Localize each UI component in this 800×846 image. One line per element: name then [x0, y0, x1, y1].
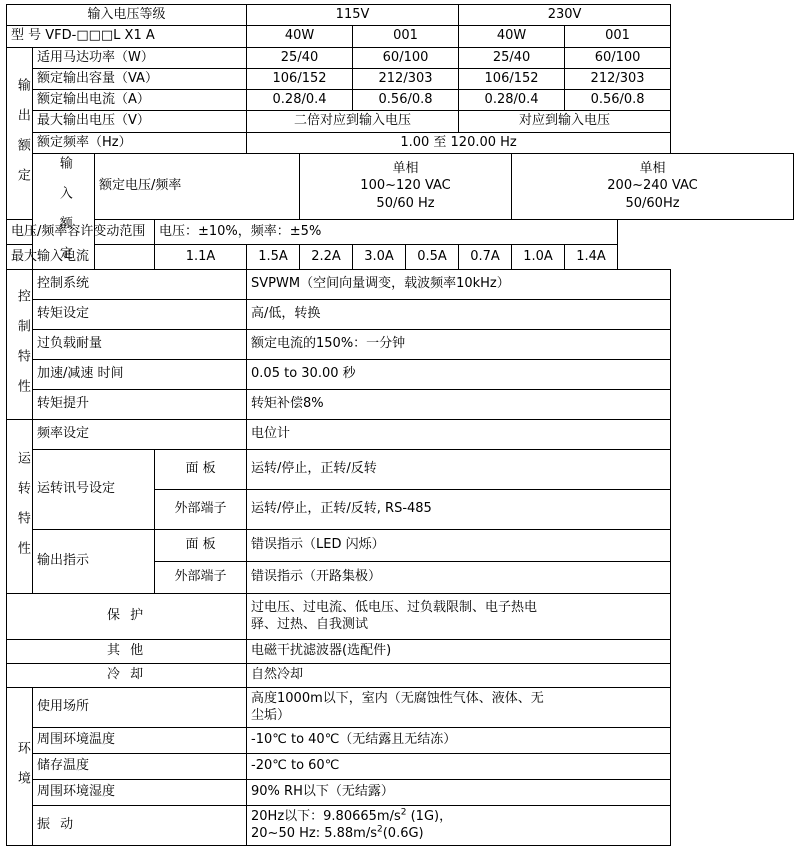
max-input-current-col-0: 1.1A [155, 244, 247, 269]
input-voltage-class-label: 输入电压等级 [7, 5, 247, 26]
control-row-3-value: 0.05 to 30.00 秒 [247, 359, 671, 389]
control-row-0-label: 控制系统 [33, 269, 247, 299]
table-row [7, 329, 794, 359]
environment-vertical-label [7, 687, 33, 845]
rated-output-capacity-col-1: 212/303 [353, 68, 459, 89]
vibration-value-line1 [251, 808, 666, 826]
output-indicate-sub-1: 外部端子 [155, 561, 247, 593]
model-label: 型 号 VFD-□□□L X1 A [7, 26, 247, 47]
rated-output-current-col-1: 0.56/0.8 [353, 90, 459, 111]
table-row [7, 449, 794, 489]
rated-voltage-frequency-115-line3: 50/60 Hz [376, 196, 435, 212]
operation-frequency-value: 电位计 [247, 419, 671, 449]
voltage-class-230: 230V [459, 5, 671, 26]
rated-voltage-frequency-230-line2: 200~240 VAC [607, 178, 698, 194]
model-col-2: 40W [459, 26, 565, 47]
env-row-3-value: 90% RH以下（无结露） [247, 779, 671, 805]
operation-signal-label: 运转讯号设定 [33, 449, 155, 529]
table-row [7, 269, 794, 299]
max-output-voltage-115: 二倍对应到输入电压 [247, 111, 459, 132]
table-row [7, 727, 794, 753]
operation-signal-sub-1: 外部端子 [155, 489, 247, 529]
operation-vertical-label [7, 419, 33, 593]
max-input-current-label: 最大输入电流 [7, 244, 155, 269]
control-row-4-value: 转矩补偿8% [247, 389, 671, 419]
env-row-0-value-line2: 尘垢） [251, 708, 291, 724]
env-row-2-value: -20℃ to 60℃ [247, 753, 671, 779]
max-input-current-col-1: 1.5A [247, 244, 300, 269]
output-indicate-value-1: 错误指示（开路集极） [247, 561, 671, 593]
protection-value [247, 593, 671, 639]
table-row [7, 805, 794, 845]
protection-value-line2: 驿、过热、自我测试 [251, 617, 369, 633]
env-row-0-value-line1: 高度1000m以下，室内（无腐蚀性气体、液体、无 [251, 690, 544, 706]
table-row [7, 111, 794, 132]
operation-vertical-text: 运 转 特 性 [14, 450, 30, 555]
operation-signal-value-0: 运转/停止，正转/反转 [247, 449, 671, 489]
table-row [7, 244, 794, 269]
cooling-value: 自然冷却 [247, 663, 671, 687]
rated-output-current-col-2: 0.28/0.4 [459, 90, 565, 111]
motor-power-label: 适用马达功率（W） [33, 47, 247, 68]
rated-output-current-col-3: 0.56/0.8 [565, 90, 671, 111]
control-row-4-label: 转矩提升 [33, 389, 247, 419]
max-input-current-col-4: 0.5A [406, 244, 459, 269]
motor-power-col-2: 25/40 [459, 47, 565, 68]
vibration-line2-text: 20~50 Hz: 5.88m/s [251, 826, 377, 842]
vibration-line1-text: 20Hz以下：9.80665m/s [251, 808, 401, 824]
table-row [7, 132, 794, 153]
operation-signal-sub-0: 面 板 [155, 449, 247, 489]
rated-output-current-label: 额定输出电流（A） [33, 90, 247, 111]
max-input-current-col-7: 1.4A [565, 244, 618, 269]
vibration-line2-suffix: (0.6G) [382, 826, 424, 842]
rated-voltage-frequency-115-line2: 100~120 VAC [360, 178, 451, 194]
table-row [7, 153, 794, 219]
rated-voltage-frequency-230 [512, 153, 794, 219]
motor-power-col-3: 60/100 [565, 47, 671, 68]
table-row [7, 593, 794, 639]
table-row [7, 299, 794, 329]
table-row [7, 359, 794, 389]
table-row [7, 5, 794, 26]
max-input-current-col-6: 1.0A [512, 244, 565, 269]
env-row-0-value [247, 687, 671, 727]
rated-output-capacity-col-2: 106/152 [459, 68, 565, 89]
max-input-current-col-5: 0.7A [459, 244, 512, 269]
max-output-voltage-230: 对应到输入电压 [459, 111, 671, 132]
max-input-current-col-3: 3.0A [353, 244, 406, 269]
other-label: 其 他 [7, 639, 247, 663]
vibration-label: 振 动 [33, 805, 247, 845]
rated-output-capacity-col-3: 212/303 [565, 68, 671, 89]
rated-frequency-value: 1.00 至 120.00 Hz [247, 132, 671, 153]
env-row-3-label: 周围环境湿度 [33, 779, 247, 805]
other-value: 电磁干扰滤波器(选配件) [247, 639, 671, 663]
vibration-line1-suffix: (1G)， [406, 808, 453, 824]
tolerance-label: 电压/频率容许变动范围 [7, 219, 155, 244]
input-rating-vertical-text: 输 入 额 定 [56, 155, 72, 260]
rated-frequency-label: 额定频率（Hz） [33, 132, 247, 153]
control-row-0-value: SVPWM（空间向量调变，载波频率10kHz） [247, 269, 671, 299]
tolerance-value: 电压：±10%，频率：±5% [155, 219, 618, 244]
control-row-2-value: 额定电流的150%：一分钟 [247, 329, 671, 359]
model-col-1: 001 [353, 26, 459, 47]
model-col-3: 001 [565, 26, 671, 47]
model-col-0: 40W [247, 26, 353, 47]
table-row [7, 663, 794, 687]
table-row [7, 529, 794, 561]
table-row [7, 26, 794, 47]
operation-frequency-label: 频率设定 [33, 419, 247, 449]
table-row [7, 389, 794, 419]
env-row-2-label: 储存温度 [33, 753, 247, 779]
max-input-current-col-2: 2.2A [300, 244, 353, 269]
rated-output-capacity-label: 额定输出容量（VA） [33, 68, 247, 89]
env-row-1-value: -10℃ to 40℃（无结露且无结冻） [247, 727, 671, 753]
vibration-value [247, 805, 671, 845]
operation-signal-value-1: 运转/停止，正转/反转, RS-485 [247, 489, 671, 529]
control-vertical-text: 控 制 特 性 [14, 288, 30, 393]
control-row-3-label: 加速/减速 时间 [33, 359, 247, 389]
output-indicate-sub-0: 面 板 [155, 529, 247, 561]
rated-output-current-col-0: 0.28/0.4 [247, 90, 353, 111]
rated-voltage-frequency-230-line3: 50/60Hz [625, 196, 680, 212]
cooling-label: 冷 却 [7, 663, 247, 687]
table-row [7, 68, 794, 89]
vibration-value-line2 [251, 825, 666, 843]
table-row [7, 779, 794, 805]
output-indicate-value-0: 错误指示（LED 闪烁） [247, 529, 671, 561]
vibration-line1-exponent: 2 [400, 807, 407, 818]
vibration-line2-exponent: 2 [377, 824, 383, 835]
table-row [7, 47, 794, 68]
table-row [7, 753, 794, 779]
max-output-voltage-label: 最大输出电压（V） [33, 111, 247, 132]
output-rating-vertical-text: 输 出 额 定 [14, 77, 30, 182]
table-row [7, 687, 794, 727]
rated-voltage-frequency-115-line1: 单相 [392, 160, 419, 176]
output-indicate-label: 输出指示 [33, 529, 155, 593]
control-row-1-label: 转矩设定 [33, 299, 247, 329]
table-row [7, 639, 794, 663]
control-row-2-label: 过负载耐量 [33, 329, 247, 359]
rated-voltage-frequency-label: 额定电压/频率 [95, 153, 300, 219]
env-row-0-label: 使用场所 [33, 687, 247, 727]
motor-power-col-0: 25/40 [247, 47, 353, 68]
rated-output-capacity-col-0: 106/152 [247, 68, 353, 89]
rated-voltage-frequency-115 [300, 153, 512, 219]
control-vertical-label [7, 269, 33, 419]
protection-value-line1: 过电压、过电流、低电压、过负载限制、电子热电 [251, 599, 538, 615]
table-row [7, 419, 794, 449]
output-rating-vertical-label [7, 47, 33, 219]
rated-voltage-frequency-230-line1: 单相 [639, 160, 666, 176]
protection-label: 保 护 [7, 593, 247, 639]
motor-power-col-1: 60/100 [353, 47, 459, 68]
voltage-class-115: 115V [247, 5, 459, 26]
table-row [7, 90, 794, 111]
specification-table [6, 4, 794, 846]
control-row-1-value: 高/低，转换 [247, 299, 671, 329]
environment-vertical-text: 环 境 [14, 740, 30, 785]
table-row [7, 219, 794, 244]
env-row-1-label: 周围环境温度 [33, 727, 247, 753]
